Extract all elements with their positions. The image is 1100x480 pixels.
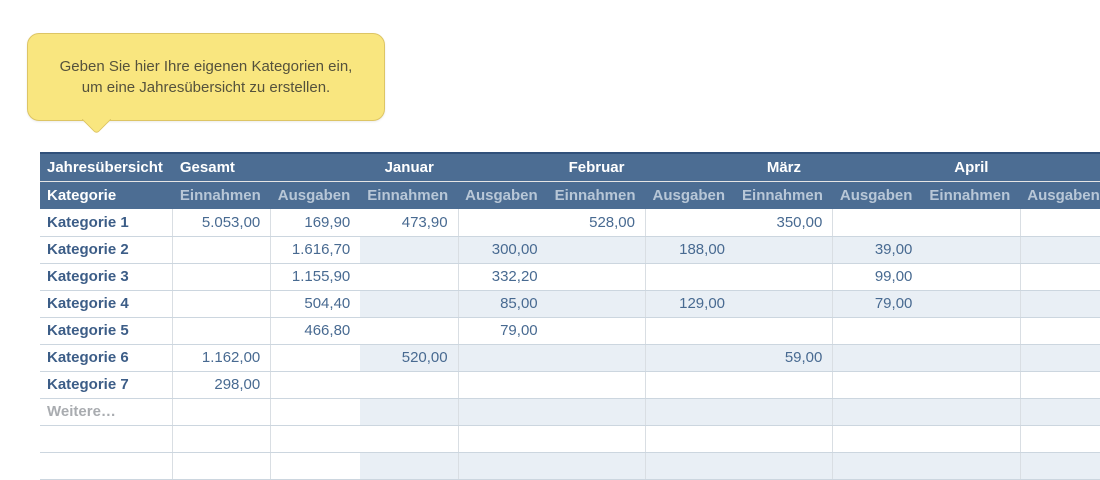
value-cell[interactable]: 39,00: [833, 236, 923, 263]
value-cell[interactable]: [646, 398, 736, 425]
value-cell[interactable]: [173, 290, 271, 317]
value-cell[interactable]: [173, 425, 271, 452]
callout-tail-icon: [82, 105, 112, 135]
value-cell[interactable]: [922, 209, 1020, 236]
subheader-einnahmen[interactable]: Einnahmen: [548, 181, 646, 209]
value-cell[interactable]: [458, 452, 548, 479]
value-cell[interactable]: 79,00: [458, 317, 548, 344]
value-cell[interactable]: [173, 317, 271, 344]
value-cell[interactable]: [833, 452, 923, 479]
value-cell[interactable]: [360, 263, 458, 290]
value-cell[interactable]: [173, 452, 271, 479]
value-cell[interactable]: [173, 236, 271, 263]
value-cell[interactable]: [548, 371, 646, 398]
value-cell[interactable]: [646, 263, 736, 290]
value-cell[interactable]: [548, 263, 646, 290]
value-cell[interactable]: [735, 452, 833, 479]
value-cell[interactable]: [735, 236, 833, 263]
subheader-ausgaben[interactable]: Ausgaben: [458, 181, 548, 209]
value-cell[interactable]: [833, 344, 923, 371]
callout-line-1: Geben Sie hier Ihre eigenen Kategorien ein,: [59, 58, 353, 75]
group-header-märz[interactable]: März: [735, 153, 833, 181]
table-title[interactable]: Jahresübersicht: [40, 153, 173, 181]
value-cell[interactable]: [922, 317, 1020, 344]
subheader-ausgaben[interactable]: Ausgaben: [271, 181, 361, 209]
table-body: [40, 209, 1100, 479]
group-header-spacer: [458, 153, 548, 181]
value-cell[interactable]: 129,00: [646, 290, 736, 317]
value-cell[interactable]: [360, 452, 458, 479]
category-cell[interactable]: Kategorie 6: [40, 344, 173, 371]
value-cell[interactable]: [922, 371, 1020, 398]
category-cell[interactable]: [40, 425, 173, 452]
budget-table: [40, 152, 1100, 480]
value-cell[interactable]: [922, 344, 1020, 371]
value-cell[interactable]: [548, 398, 646, 425]
value-cell[interactable]: 1.616,70: [271, 236, 361, 263]
value-cell[interactable]: [1020, 290, 1100, 317]
value-cell[interactable]: [458, 344, 548, 371]
value-cell[interactable]: [922, 425, 1020, 452]
subheader-ausgaben[interactable]: Ausgaben: [646, 181, 736, 209]
value-cell[interactable]: 169,90: [271, 209, 361, 236]
category-cell[interactable]: Kategorie 5: [40, 317, 173, 344]
value-cell[interactable]: [646, 371, 736, 398]
table-row: [40, 263, 1100, 290]
table-row: [40, 452, 1100, 479]
value-cell[interactable]: 59,00: [735, 344, 833, 371]
value-cell[interactable]: [922, 263, 1020, 290]
value-cell[interactable]: 466,80: [271, 317, 361, 344]
value-cell[interactable]: [922, 452, 1020, 479]
value-cell[interactable]: [173, 263, 271, 290]
value-cell[interactable]: [360, 371, 458, 398]
category-cell[interactable]: Weitere…: [40, 398, 173, 425]
value-cell[interactable]: [548, 344, 646, 371]
subheader-ausgaben[interactable]: Ausgaben: [1020, 181, 1100, 209]
value-cell[interactable]: [922, 236, 1020, 263]
value-cell[interactable]: 1.162,00: [173, 344, 271, 371]
value-cell[interactable]: [458, 398, 548, 425]
value-cell[interactable]: [1020, 263, 1100, 290]
value-cell[interactable]: 99,00: [833, 263, 923, 290]
value-cell[interactable]: 520,00: [360, 344, 458, 371]
table-row: [40, 344, 1100, 371]
group-header-spacer: [646, 153, 736, 181]
value-cell[interactable]: [1020, 209, 1100, 236]
value-cell[interactable]: [548, 425, 646, 452]
value-cell[interactable]: [271, 425, 361, 452]
table-row: [40, 317, 1100, 344]
value-cell[interactable]: [1020, 344, 1100, 371]
category-cell[interactable]: Kategorie 2: [40, 236, 173, 263]
value-cell[interactable]: [1020, 398, 1100, 425]
group-header-spacer: [833, 153, 923, 181]
table-row: [40, 398, 1100, 425]
value-cell[interactable]: [646, 425, 736, 452]
value-cell[interactable]: 188,00: [646, 236, 736, 263]
table-header: [40, 153, 1100, 209]
value-cell[interactable]: [360, 398, 458, 425]
value-cell[interactable]: [735, 290, 833, 317]
value-cell[interactable]: [360, 317, 458, 344]
subheader-einnahmen[interactable]: Einnahmen: [360, 181, 458, 209]
value-cell[interactable]: 528,00: [548, 209, 646, 236]
value-cell[interactable]: 504,40: [271, 290, 361, 317]
value-cell[interactable]: 79,00: [833, 290, 923, 317]
value-cell[interactable]: [548, 452, 646, 479]
value-cell[interactable]: [1020, 371, 1100, 398]
value-cell[interactable]: [735, 398, 833, 425]
value-cell[interactable]: [833, 425, 923, 452]
value-cell[interactable]: [735, 263, 833, 290]
value-cell[interactable]: [360, 236, 458, 263]
value-cell[interactable]: [833, 371, 923, 398]
category-cell[interactable]: Kategorie 3: [40, 263, 173, 290]
value-cell[interactable]: 332,20: [458, 263, 548, 290]
group-header-spacer: [271, 153, 361, 181]
value-cell[interactable]: [1020, 317, 1100, 344]
value-cell[interactable]: 300,00: [458, 236, 548, 263]
value-cell[interactable]: [271, 344, 361, 371]
group-header-gesamt[interactable]: Gesamt: [173, 153, 271, 181]
value-cell[interactable]: 350,00: [735, 209, 833, 236]
group-header-april[interactable]: April: [922, 153, 1020, 181]
value-cell[interactable]: [458, 209, 548, 236]
value-cell[interactable]: [735, 317, 833, 344]
value-cell[interactable]: [271, 398, 361, 425]
value-cell[interactable]: [1020, 236, 1100, 263]
value-cell[interactable]: [833, 209, 923, 236]
subheader-einnahmen[interactable]: Einnahmen: [735, 181, 833, 209]
value-cell[interactable]: [646, 317, 736, 344]
value-cell[interactable]: 473,90: [360, 209, 458, 236]
category-cell[interactable]: [40, 452, 173, 479]
value-cell[interactable]: [271, 452, 361, 479]
table-row: [40, 209, 1100, 236]
callout-bubble: [27, 33, 385, 121]
subheader-einnahmen[interactable]: Einnahmen: [173, 181, 271, 209]
category-cell[interactable]: Kategorie 4: [40, 290, 173, 317]
subheader-einnahmen[interactable]: Einnahmen: [922, 181, 1020, 209]
spreadsheet: [40, 152, 1100, 480]
value-cell[interactable]: [548, 236, 646, 263]
group-header-februar[interactable]: Februar: [548, 153, 646, 181]
value-cell[interactable]: [646, 209, 736, 236]
value-cell[interactable]: 5.053,00: [173, 209, 271, 236]
table-row: [40, 290, 1100, 317]
category-cell[interactable]: Kategorie 7: [40, 371, 173, 398]
group-header-spacer: [1020, 153, 1100, 181]
value-cell[interactable]: [173, 398, 271, 425]
group-header-januar[interactable]: Januar: [360, 153, 458, 181]
value-cell[interactable]: [548, 290, 646, 317]
value-cell[interactable]: [922, 290, 1020, 317]
value-cell[interactable]: [458, 371, 548, 398]
category-cell[interactable]: Kategorie 1: [40, 209, 173, 236]
value-cell[interactable]: 1.155,90: [271, 263, 361, 290]
callout-line-2: um eine Jahresübersicht zu erstellen.: [81, 79, 331, 96]
table-row: [40, 371, 1100, 398]
value-cell[interactable]: [271, 371, 361, 398]
subheader-ausgaben[interactable]: Ausgaben: [833, 181, 923, 209]
value-cell[interactable]: [360, 425, 458, 452]
value-cell[interactable]: [735, 425, 833, 452]
value-cell[interactable]: [360, 290, 458, 317]
value-cell[interactable]: [548, 317, 646, 344]
value-cell[interactable]: [1020, 452, 1100, 479]
value-cell[interactable]: [735, 371, 833, 398]
value-cell[interactable]: [458, 425, 548, 452]
value-cell[interactable]: [922, 398, 1020, 425]
value-cell[interactable]: [646, 452, 736, 479]
callout-text: [60, 56, 353, 98]
value-cell[interactable]: [833, 317, 923, 344]
table-row: [40, 425, 1100, 452]
table-row: [40, 236, 1100, 263]
value-cell[interactable]: 298,00: [173, 371, 271, 398]
category-column-header[interactable]: Kategorie: [40, 181, 173, 209]
value-cell[interactable]: [646, 344, 736, 371]
value-cell[interactable]: [1020, 425, 1100, 452]
value-cell[interactable]: 85,00: [458, 290, 548, 317]
value-cell[interactable]: [833, 398, 923, 425]
